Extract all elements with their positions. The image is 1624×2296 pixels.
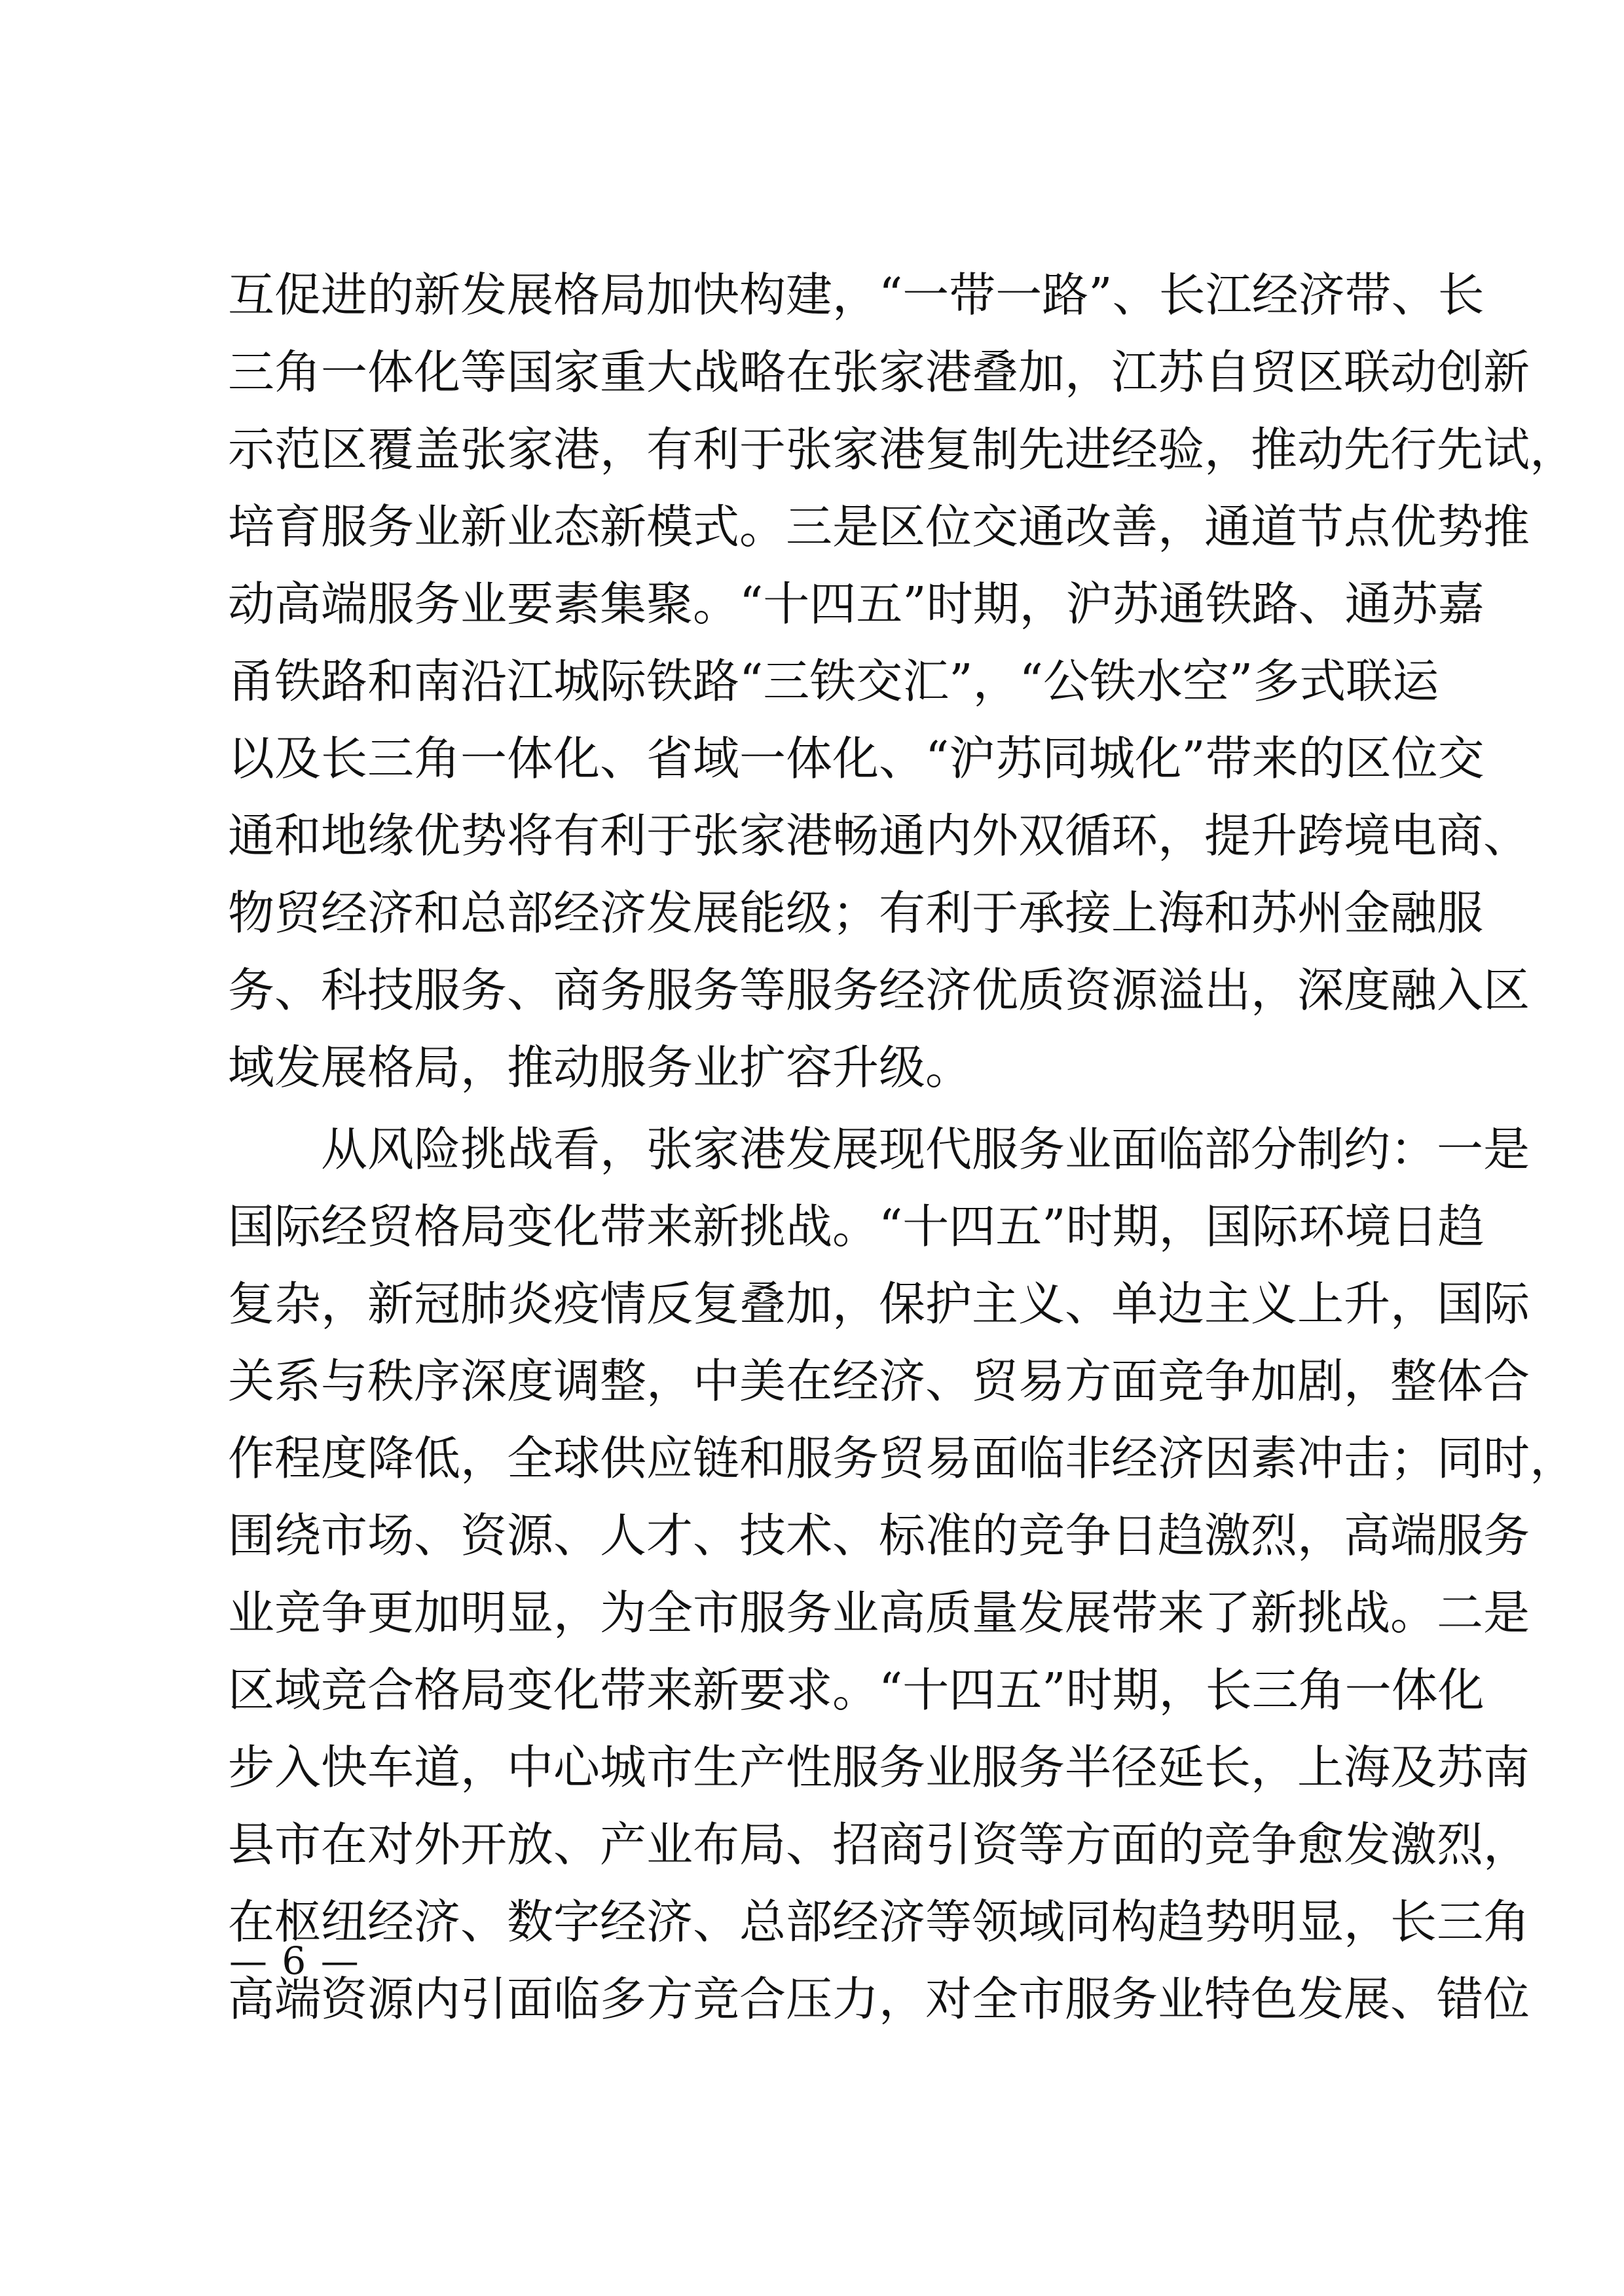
text-line: 业竞争更加明显，为全市服务业高质量发展带来了新挑战。二是 — [228, 1586, 1530, 1640]
text-line: 从风险挑战看，张家港发展现代服务业面临部分制约：一是 — [321, 1122, 1530, 1176]
text-line: 以及长三角一体化、省域一体化、“沪苏同城化”带来的区位交 — [228, 731, 1485, 786]
text-line: 县市在对外开放、产业布局、招商引资等方面的竞争愈发激烈， — [228, 1817, 1530, 1872]
text-line: 关系与秩序深度调整，中美在经济、贸易方面竞争加剧，整体合 — [228, 1354, 1530, 1408]
text-line: 高端资源内引面临多方竞合压力，对全市服务业特色发展、错位 — [228, 1972, 1530, 2026]
text-line: 务、科技服务、商务服务等服务经济优质资源溢出，深度融入区 — [228, 963, 1530, 1017]
text-line: 培育服务业新业态新模式。三是区位交通改善，通道节点优势推 — [228, 500, 1530, 554]
text-line: 示范区覆盖张家港，有利于张家港复制先进经验，推动先行先试， — [228, 422, 1577, 477]
text-line: 围绕市场、资源、人才、技术、标准的竞争日趋激烈，高端服务 — [228, 1508, 1530, 1563]
text-line: 通和地缘优势将有利于张家港畅通内外双循环，提升跨境电商、 — [228, 809, 1530, 863]
text-line: 复杂，新冠肺炎疫情反复叠加，保护主义、单边主义上升，国际 — [228, 1277, 1530, 1331]
text-line: 甬铁路和南沿江城际铁路“三铁交汇”，“公铁水空”多式联运 — [228, 654, 1439, 708]
text-line: 作程度降低，全球供应链和服务贸易面临非经济因素冲击；同时， — [228, 1431, 1577, 1485]
text-line: 动高端服务业要素集聚。“十四五”时期，沪苏通铁路、通苏嘉 — [228, 577, 1485, 631]
text-line: 三角一体化等国家重大战略在张家港叠加，江苏自贸区联动创新 — [228, 345, 1530, 399]
text-line: 在枢纽经济、数字经济、总部经济等领域同构趋势明显，长三角 — [228, 1895, 1530, 1949]
text-line: 物贸经济和总部经济发展能级；有利于承接上海和苏州金融服 — [228, 886, 1484, 940]
text-line: 区域竞合格局变化带来新要求。“十四五”时期，长三角一体化 — [228, 1663, 1485, 1717]
text-line: 互促进的新发展格局加快构建，“一带一路”、长江经济带、长 — [228, 268, 1485, 322]
text-line: 步入快车道，中心城市生产性服务业服务半径延长，上海及苏南 — [228, 1740, 1530, 1795]
text-line: 域发展格局，推动服务业扩容升级。 — [228, 1040, 972, 1095]
page-number: — 6 — — [229, 1939, 360, 1983]
text-line: 国际经贸格局变化带来新挑战。“十四五”时期，国际环境日趋 — [228, 1199, 1485, 1254]
